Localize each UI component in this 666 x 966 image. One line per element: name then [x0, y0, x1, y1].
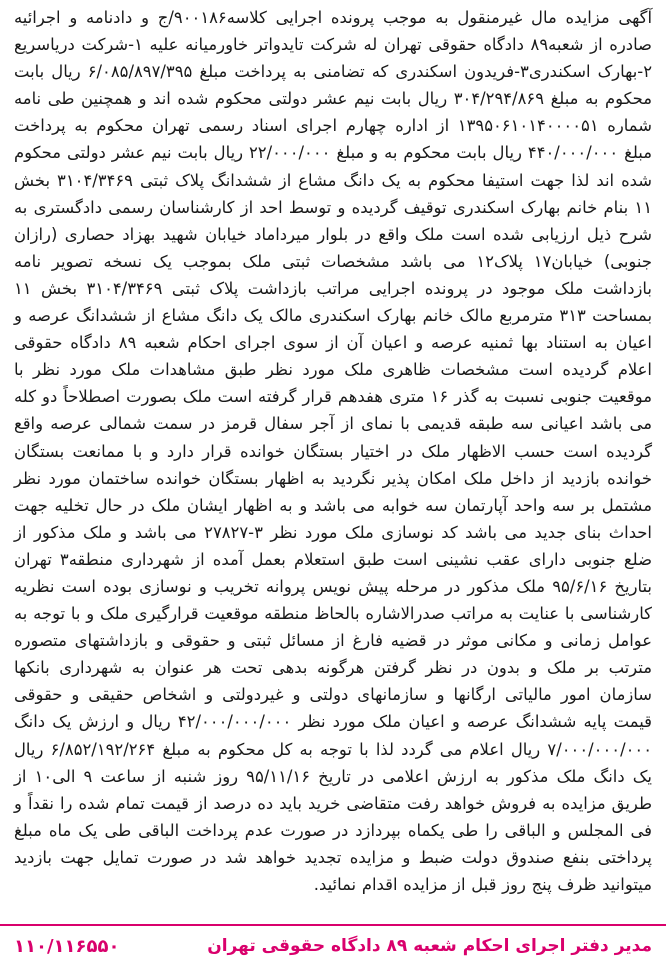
notice-body-text: آگهی مزایده مال غیرمنقول به موجب پرونده اجرایی کلاسه۹۰۰۱۸۶/ج و دادنامه و اجرائیه صادره از شعبه۸۹ دادگاه حقوقی تهران له شرکت تایدواتر خاورمیانه علیه ۱-شرکت دریاسریع ۲-بهارک اسکندری۳-فریدون اسکندری که تضامنی به پرداخت مبلغ ۶/۰۸۵/۸۹۷/۳۹۵ ریال بابت محکوم به مبلغ ۳۰۴/۲۹۴/۸۶۹ ریال بابت نیم عشر دولتی محکوم شده اند و همچنین طی نامه شماره ۱۳۹۵۰۶۱۰۱۴۰۰۰۰۵۱ از اداره چهارم اجرای اسناد رسمی تهران محکوم به پرداخت مبلغ ۴۴۰/۰۰۰/۰۰۰ ریال بابت محکوم به و مبلغ ۲۲/۰۰۰/۰۰۰ ریال بابت نیم عشر دولتی محکوم شده اند لذا جهت استیفا محکوم به یک دانگ مشاع از ششدانگ پلاک ثبتی ۳۱۰۴/۳۴۶۹ بخش ۱۱ بنام خانم بهارک اسکندری توقیف گردیده و توسط احد از کارشناسان رسمی دادگستری به شرح ذیل ارزیابی شده است ملک واقع در بلوار میرداماد خیابان شهید بهزاد حصاری (رازان جنوبی) خیابان۱۷ پلاک۱۲ می باشد مشخصات ثبتی ملک بموجب یک نسخه تصویر نامه بازداشت ملک موجود در پرونده اجرایی مراتب بازداشت پلاک ثبتی ۳۱۰۴/۳۴۶۹ بخش ۱۱ بمساحت ۳۱۳ مترمربع مالک خانم بهارک اسکندری مالک یک دانگ مشاع از ششدانگ عرصه و اعیان به استناد بها ثمنیه عرصه و اعیان آن از سوی اجرای احکام شعبه ۸۹ دادگاه حقوقی اعلام گردیده است مشخصات ظاهری ملک مورد نظر طبق مشاهدات ملک مورد نظر با موقعیت جنوبی نسبت به گذر ۱۶ متری هفدهم قرار گرفته است ملک بصورت اصطلاحاً دو کله می باشد اعیانی سه طبقه قدیمی با نمای از آجر سفال قرمز در سمت شمالی عرصه واقع گردیده است حسب الاظهار ملک در اختیار بستگان خوانده قرار دارد و با ممانعت بستگان خوانده بازدید از داخل ملک امکان پذیر نگردید به اظهار بستگان خوانده ساختمان مورد نظر مشتمل بر سه واحد آپارتمان سه خوابه می باشد و به اظهار ایشان ملک در حال تخلیه جهت احداث بنای جدید می باشد کد نوسازی ملک مورد نظر ۳-۲۷۸۲۷ می باشد و ملک مذکور از ضلع جنوبی دارای عقب نشینی است طبق استعلام بعمل آمده از شهرداری منطقه۳ تهران بتاریخ ۹۵/۶/۱۶ ملک مذکور در مرحله پیش نویس پروانه تخریب و نوسازی بوده است نظریه کارشناسی با عنایت به مراتب صدرالاشاره بالحاظ منطقه موقعیت قرارگیری ملک و با توجه به عوامل زمانی و مکانی موثر در قضیه فارغ از مسائل ثبتی و حقوقی و بازداشتهای متصوره مترتب بر ملک و بدون در نظر گرفتن هرگونه بدهی تحت هر عنوان به شهرداری بانکها سازمان امور مالیاتی ارگانها و سازمانهای دولتی و غیردولتی و اشخاص حقیقی و حقوقی قیمت پایه ششدانگ عرصه و اعیان ملک مورد نظر ۴۲/۰۰۰/۰۰۰/۰۰۰ ریال و ارزش یک دانگ ۷/۰۰۰/۰۰۰/۰۰۰ ریال اعلام می گردد لذا با توجه به کل محکوم به مبلغ ۶/۸۵۲/۱۹۲/۲۶۴ ریال یک دانگ ملک مذکور به ارزش اعلامی در تاریخ ۹۵/۱۱/۱۶ روز شنبه از ساعت ۹ الی۱۰ از طریق مزایده به فروش خواهد رفت متقاضی خرید باید ده درصد از قیمت تمام شده را نقداً و فی المجلس و الباقی را طی یکماه بپردازد در صورت عدم پرداخت الباقی طی یک ماه مبلغ پرداختی بنفع صندوق دولت ضبط و مزایده تجدید خواهد شد در صورت تمایل جهت بازدید میتوانید ظرف پنج روز قبل از مزایده اقدام نمائید. — [14, 8, 653, 894]
issuing-office-signature: مدیر دفتر اجرای احکام شعبه ۸۹ دادگاه حقوقی تهران — [207, 936, 652, 956]
notice-reference-code: ۱۱۰/۱۱۶۵۵۰ — [14, 935, 120, 957]
notice-footer — [14, 931, 652, 961]
footer-divider — [0, 924, 666, 926]
